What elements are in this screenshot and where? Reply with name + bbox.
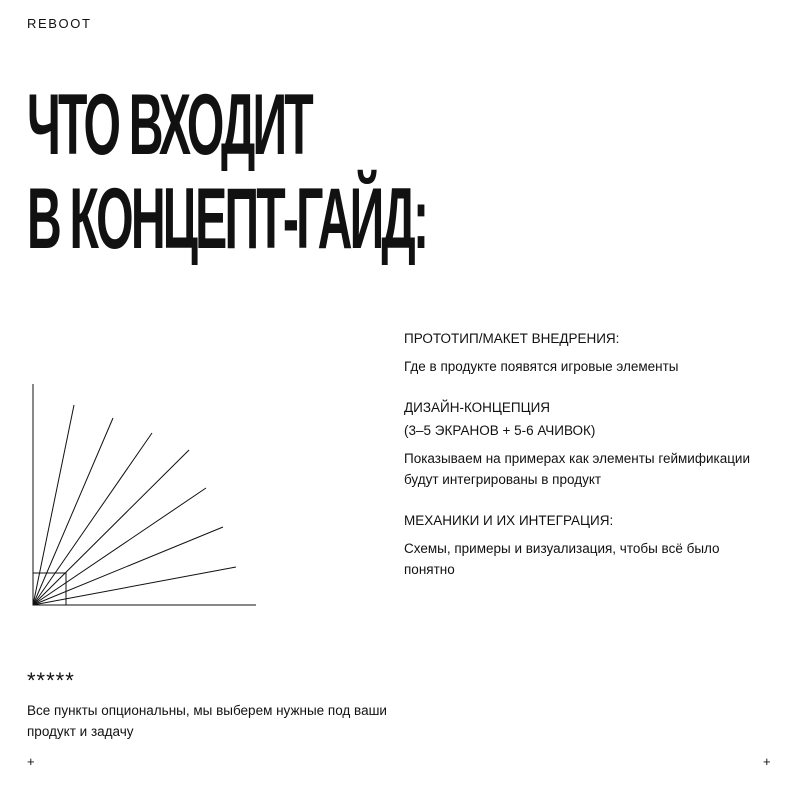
fan-lines-graphic: [20, 380, 270, 615]
item-title: ДИЗАЙН-КОНЦЕПЦИЯ: [404, 400, 551, 415]
corner-plus-left: +: [27, 754, 35, 769]
list-item: [404, 327, 764, 377]
page-title: [27, 78, 426, 266]
headline-line-1: ЧТО ВХОДИТ: [27, 77, 311, 173]
headline-line-2: В КОНЦЕПТ-ГАЙД:: [27, 171, 427, 267]
item-description: Где в продукте появятся игровые элементы: [404, 359, 679, 374]
corner-plus-right: +: [763, 754, 771, 769]
item-description: Схемы, примеры и визуализация, чтобы всё было понятно: [404, 541, 720, 577]
footnote: Все пункты опциональны, мы выберем нужные под ваши продукт и задачу: [27, 703, 387, 739]
brand-logo: REBOOT: [27, 16, 92, 31]
item-title: ПРОТОТИП/МАКЕТ ВНЕДРЕНИЯ:: [404, 331, 620, 346]
list-item: [404, 396, 764, 490]
item-description: Показываем на примерах как элементы геймификации будут интегрированы в продукт: [404, 451, 751, 487]
list-item: [404, 509, 764, 580]
item-subtitle: (3–5 ЭКРАНОВ + 5-6 АЧИВОК): [404, 423, 596, 438]
stars-mark: *****: [27, 668, 75, 693]
feature-list: [404, 327, 764, 599]
item-title: МЕХАНИКИ И ИХ ИНТЕГРАЦИЯ:: [404, 513, 614, 528]
